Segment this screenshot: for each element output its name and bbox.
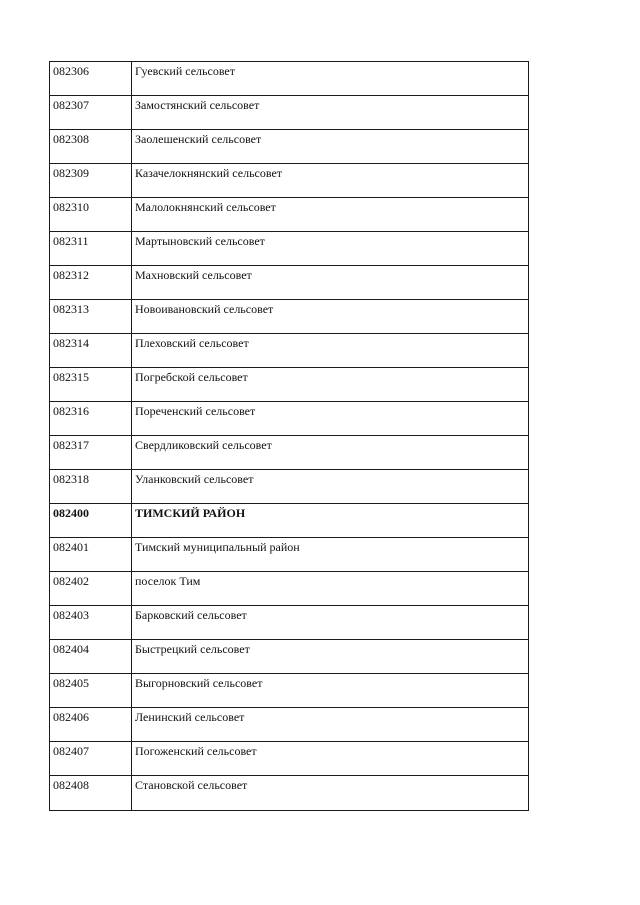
name-cell [132, 504, 529, 538]
table-row [50, 96, 529, 130]
code-text: 082318 [53, 472, 89, 486]
code-text: 082314 [53, 336, 89, 350]
name-cell [132, 402, 529, 436]
name-cell [132, 776, 529, 811]
code-text: 082307 [53, 98, 89, 112]
table-row [50, 776, 529, 811]
table-row [50, 232, 529, 266]
code-text: 082406 [53, 710, 89, 724]
table-row [50, 266, 529, 300]
name-cell [132, 606, 529, 640]
table-row [50, 368, 529, 402]
table-body [50, 62, 529, 811]
code-text: 082402 [53, 574, 89, 588]
name-cell [132, 130, 529, 164]
name-text: поселок Тим [135, 574, 201, 588]
name-text: Замостянский сельсовет [135, 98, 260, 112]
code-cell [50, 96, 132, 130]
name-cell [132, 232, 529, 266]
name-cell [132, 470, 529, 504]
name-text: Свердликовский сельсовет [135, 438, 272, 452]
name-cell [132, 334, 529, 368]
name-text: Заолешенский сельсовет [135, 132, 262, 146]
code-text: 082315 [53, 370, 89, 384]
name-cell [132, 640, 529, 674]
code-text: 082312 [53, 268, 89, 282]
name-cell [132, 674, 529, 708]
table-row [50, 436, 529, 470]
name-cell [132, 708, 529, 742]
table-row [50, 538, 529, 572]
table-row [50, 402, 529, 436]
name-cell [132, 742, 529, 776]
name-cell [132, 164, 529, 198]
name-cell [132, 436, 529, 470]
code-text: 082306 [53, 64, 89, 78]
name-text: Погребской сельсовет [135, 370, 248, 384]
code-cell [50, 266, 132, 300]
table-row [50, 708, 529, 742]
code-cell [50, 470, 132, 504]
name-text: Быстрецкий сельсовет [135, 642, 250, 656]
code-text: 082404 [53, 642, 89, 656]
code-text: 082313 [53, 302, 89, 316]
code-text: 082309 [53, 166, 89, 180]
code-cell [50, 708, 132, 742]
name-text: Гуевский сельсовет [135, 64, 235, 78]
code-text: 082401 [53, 540, 89, 554]
name-cell [132, 96, 529, 130]
name-text: Казачелокнянский сельсовет [135, 166, 283, 180]
code-text: 082316 [53, 404, 89, 418]
name-text: Новоивановский сельсовет [135, 302, 274, 316]
code-cell [50, 232, 132, 266]
code-cell [50, 300, 132, 334]
name-text: Махновский сельсовет [135, 268, 252, 282]
code-cell [50, 368, 132, 402]
name-cell [132, 62, 529, 96]
code-text: 082317 [53, 438, 89, 452]
name-text: Малолокнянский сельсовет [135, 200, 276, 214]
name-cell [132, 198, 529, 232]
name-text: Ленинский сельсовет [135, 710, 245, 724]
name-text: Мартыновский сельсовет [135, 234, 265, 248]
table-row [50, 130, 529, 164]
table-row [50, 470, 529, 504]
table-row [50, 742, 529, 776]
code-cell [50, 640, 132, 674]
code-cell [50, 402, 132, 436]
name-text: Выгорновский сельсовет [135, 676, 263, 690]
name-cell [132, 368, 529, 402]
table-row [50, 606, 529, 640]
table-row [50, 164, 529, 198]
code-text: 082400 [53, 506, 89, 520]
code-cell [50, 164, 132, 198]
name-cell [132, 266, 529, 300]
code-cell [50, 538, 132, 572]
code-cell [50, 62, 132, 96]
code-text: 082311 [53, 234, 89, 248]
code-cell [50, 334, 132, 368]
name-cell [132, 572, 529, 606]
table-row [50, 334, 529, 368]
name-text: Плеховский сельсовет [135, 336, 249, 350]
name-text: Пореченский сельсовет [135, 404, 256, 418]
code-cell [50, 130, 132, 164]
code-text: 082408 [53, 778, 89, 792]
name-text: Погоженский сельсовет [135, 744, 257, 758]
code-text: 082405 [53, 676, 89, 690]
name-cell [132, 300, 529, 334]
code-text: 082310 [53, 200, 89, 214]
municipality-code-table [49, 61, 529, 811]
name-text: ТИМСКИЙ РАЙОН [135, 506, 246, 520]
name-text: Барковский сельсовет [135, 608, 247, 622]
code-cell [50, 742, 132, 776]
table-row [50, 300, 529, 334]
table-row [50, 62, 529, 96]
table-row [50, 572, 529, 606]
code-cell [50, 504, 132, 538]
code-cell [50, 436, 132, 470]
table-row [50, 674, 529, 708]
code-cell [50, 674, 132, 708]
table-row [50, 198, 529, 232]
code-cell [50, 606, 132, 640]
code-text: 082407 [53, 744, 89, 758]
name-text: Тимский муниципальный район [135, 540, 300, 554]
code-cell [50, 572, 132, 606]
code-text: 082308 [53, 132, 89, 146]
name-cell [132, 538, 529, 572]
table-row [50, 640, 529, 674]
name-text: Уланковский сельсовет [135, 472, 254, 486]
code-text: 082403 [53, 608, 89, 622]
code-cell [50, 776, 132, 811]
code-cell [50, 198, 132, 232]
name-text: Становской сельсовет [135, 778, 248, 792]
table-row-district-header [50, 504, 529, 538]
